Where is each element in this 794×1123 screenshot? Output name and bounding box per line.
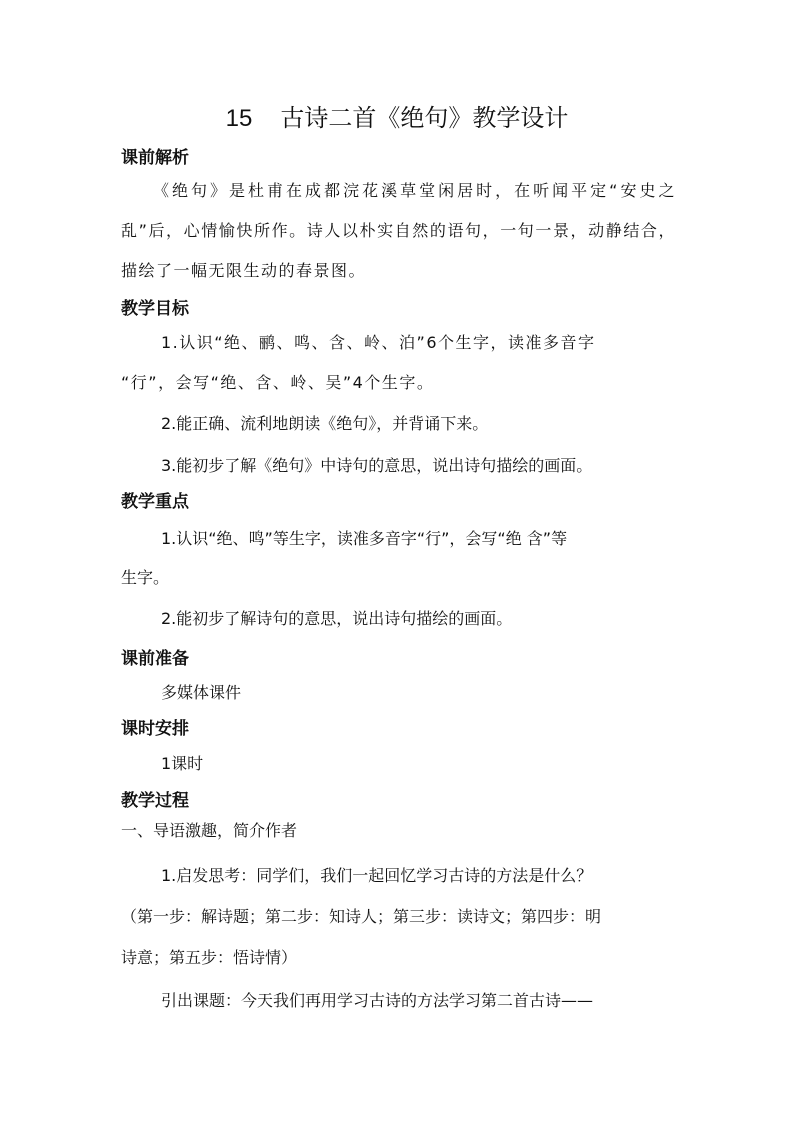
process-question-line-1: 1.启发思考：同学们，我们一起回忆学习古诗的方法是什么？ [161, 866, 593, 885]
section-heading-process: 教学过程 [121, 791, 189, 811]
process-question-line-3: 诗意；第五步：悟诗情） [121, 948, 298, 967]
key-point-item-1-line-1: 1.认识“绝、鸣”等生字，读准多音字“行”，会写“绝 含”等 [161, 529, 568, 548]
section-heading-preparation: 课前准备 [121, 649, 189, 669]
objective-item-1-line-1: 1.认识“绝、鹂、鸣、含、岭、泊”6个生字，读准多音字 [161, 333, 596, 352]
section-heading-objectives: 教学目标 [121, 299, 189, 319]
process-question-line-2: （第一步：解诗题；第二步：知诗人；第三步：读诗文；第四步：明 [121, 907, 602, 926]
key-point-item-1-line-2: 生字。 [121, 568, 170, 587]
section-heading-analysis: 课前解析 [121, 148, 189, 168]
objective-item-2: 2.能正确、流利地朗读《绝句》，并背诵下来。 [161, 414, 489, 433]
process-step-1: 一、导语激趣，简介作者 [121, 821, 298, 840]
schedule-content: 1课时 [161, 754, 204, 773]
key-point-item-2: 2.能初步了解诗句的意思，说出诗句描绘的画面。 [161, 609, 513, 628]
preparation-content: 多媒体课件 [161, 683, 242, 702]
section-heading-key-points: 教学重点 [121, 492, 189, 512]
analysis-paragraph: 《绝句》是杜甫在成都浣花溪草堂闲居时，在听闻平定“安史之乱”后，心情愉快所作。诗人以朴实自然的语句，一句一景，动静结合，描绘了一幅无限生动的春景图。 [121, 181, 676, 280]
section-heading-schedule: 课时安排 [121, 719, 189, 739]
lesson-title: 古诗二首《绝句》教学设计 [280, 104, 569, 132]
objective-item-3: 3.能初步了解《绝句》中诗句的意思，说出诗句描绘的画面。 [161, 456, 593, 475]
document-title [0, 98, 794, 139]
objective-item-1-line-2: “行”，会写“绝、含、岭、吴”4个生字。 [121, 373, 435, 392]
process-intro-line: 引出课题：今天我们再用学习古诗的方法学习第二首古诗—— [161, 991, 594, 1010]
lesson-number: 15 [225, 105, 253, 132]
